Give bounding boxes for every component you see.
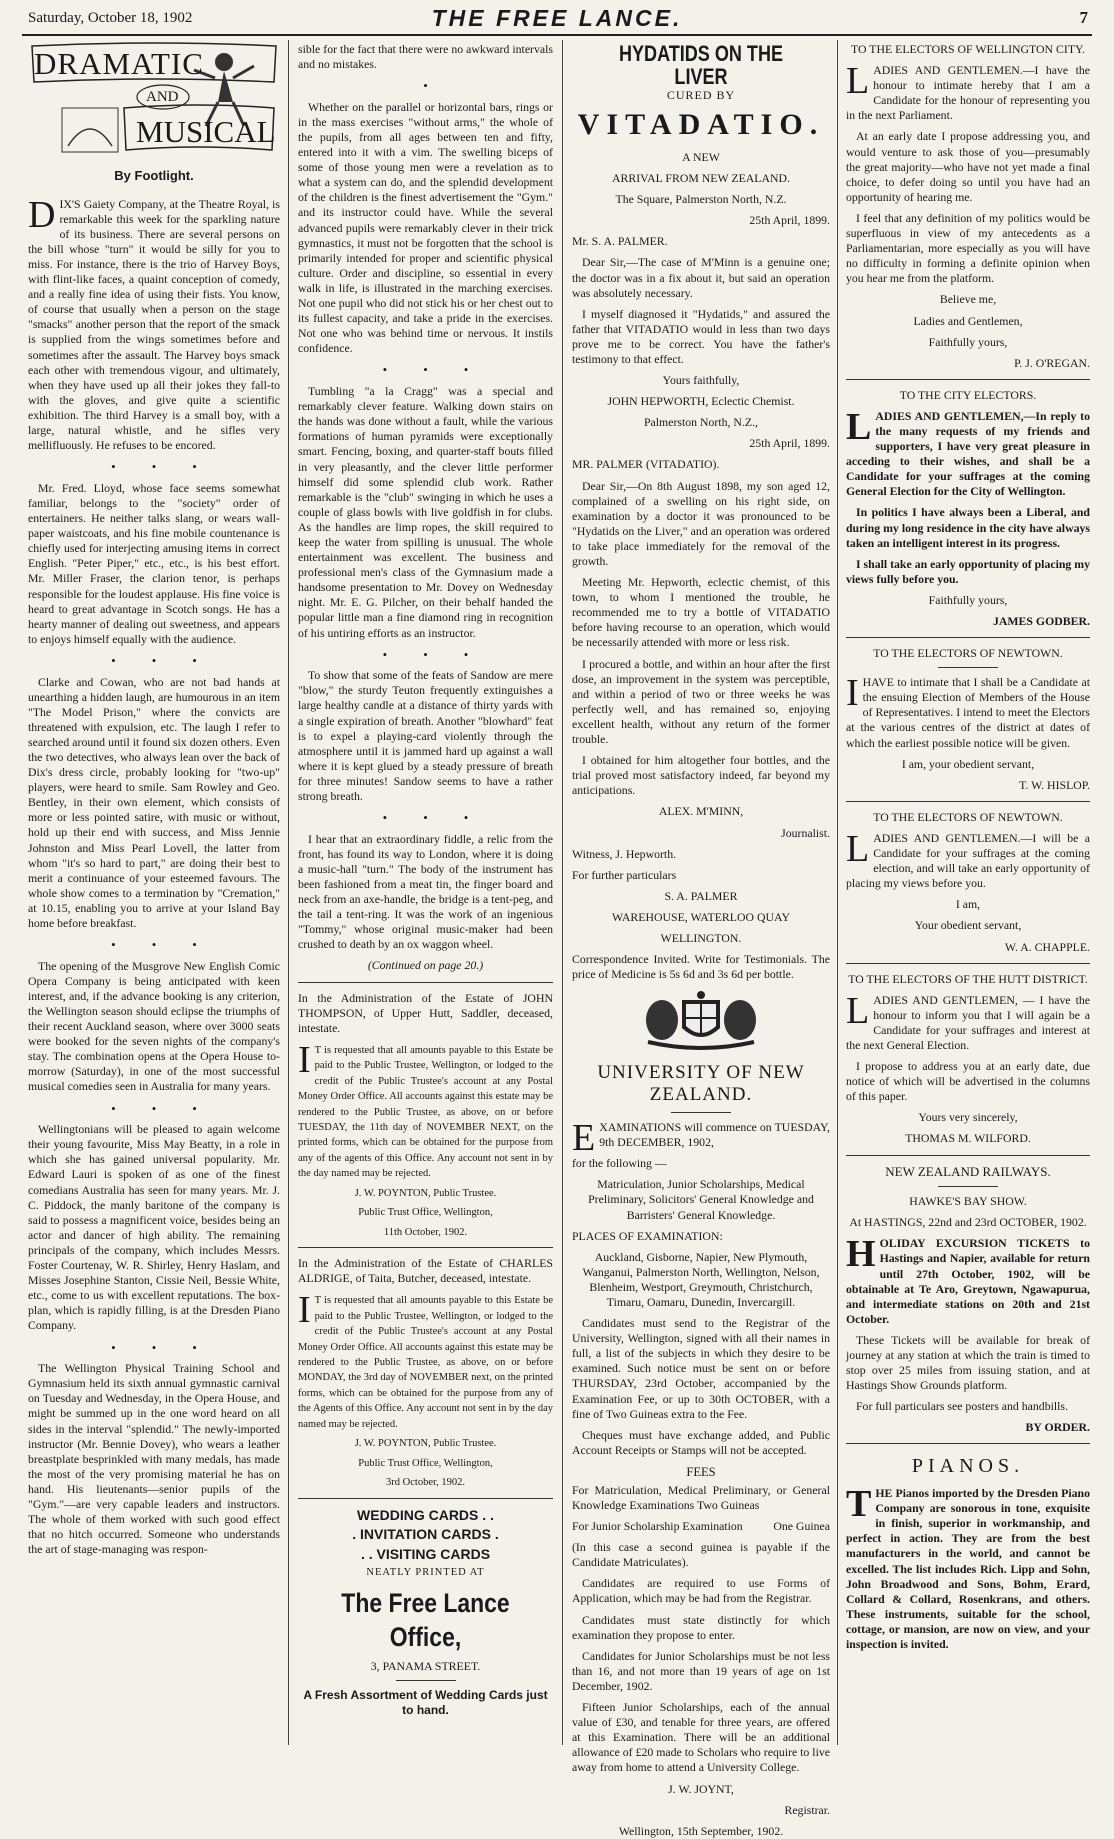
column-rule (562, 40, 563, 1745)
exam-paragraph: Cheques must have exchange added, and Public Account Receipts or Stamps will not be accepted. (572, 1427, 830, 1457)
agent-city: WELLINGTON. (660, 930, 742, 945)
divider (846, 801, 1090, 802)
column-dramatic-musical (28, 42, 280, 1745)
column-gymnasium-notices (298, 42, 553, 1745)
registrar-title: Registrar. (784, 1802, 830, 1817)
drop-cap: I (846, 672, 859, 715)
drop-cap: T (846, 1483, 872, 1526)
notice-heading: TO THE ELECTORS OF NEWTOWN. (873, 809, 1063, 824)
logo-word-dramatic: DRAMATIC (34, 46, 204, 81)
section-dots: • (423, 78, 464, 94)
railways-order: BY ORDER. (1025, 1420, 1090, 1435)
fees-note: (In this case a second guinea is payable if the Candidate Matriculates). (572, 1540, 830, 1570)
divider (938, 1186, 998, 1187)
estate-office: Public Trust Office, Wellington, (358, 1457, 493, 1469)
notice-paragraph: In politics I have always been a Liberal, and during my long residence in the city have always taken an intelligent interest in its progress. (846, 505, 1090, 550)
drop-cap: L (846, 827, 870, 870)
notice-paragraph: At an early date I propose addressing you, and would venture to ask those of you—presumably the great majority—who have not yet made a final choice, to defer doing so until you have had an opportunity of hearing me. (846, 129, 1090, 204)
notice-heading: TO THE CITY ELECTORS. (899, 387, 1037, 402)
section-dots: ••• (382, 362, 505, 378)
notice-heading: TO THE ELECTORS OF NEWTOWN. (873, 646, 1063, 661)
column-vitadatio-university (572, 41, 830, 1838)
notice-signoff: Yours very sincerely, (918, 1110, 1018, 1125)
letter-recipient: Mr. S. A. PALMER. (572, 234, 668, 249)
crest-icon (626, 990, 776, 1052)
divider (846, 1443, 1090, 1444)
dramatic-musical-logo (28, 42, 280, 160)
railways-date: At HASTINGS, 22nd and 23rd OCTOBER, 1902. (849, 1215, 1087, 1230)
divider (846, 963, 1090, 964)
issue-date: Saturday, October 18, 1902 (28, 10, 193, 26)
section-dots: ••• (382, 646, 505, 662)
letter-recipient: MR. PALMER (VITADATIO). (572, 457, 720, 472)
cards-line: WEDDING CARDS . . (357, 1506, 494, 1523)
advert-particulars: For further particulars (572, 867, 677, 882)
cards-address: 3, PANAMA STREET. (370, 1658, 481, 1673)
cards-footer: A Fresh Assortment of Wedding Cards just to hand. (303, 1687, 548, 1718)
fees-line: For Matriculation, Medical Preliminary, or General Knowledge Examinations Two Guineas (572, 1482, 830, 1512)
letter-date: 25th April, 1899. (749, 436, 830, 451)
section-dots: ••• (111, 1100, 233, 1116)
railways-paragraph: For full particulars see posters and handbills. (856, 1399, 1068, 1414)
page-header (22, 4, 1092, 36)
estate-signature: J. W. POYNTON, Public Trustee. (354, 1187, 497, 1199)
article-paragraph: Wellingtonians will be pleased to again welcome their young favourite, Miss May Beatty, in a role in which she has gained universal popularity. Mr. Edward Lauri is spoken of as one of the finest comedians Australia has seen for many years. Mr. J. C. Piddock, the manly baritone of the company is said to possess a magnificent voice, besides being an actor and dancer of high ability. The remaining principals of the company, which includes Messrs. Foster Courtenay, W. R. Shirley, Henry Haslam, and Misses Josephine Stanton, Cissie Neil, Bessie White, etc., come to us with excellent reputations. The box-plan, which is rapidly filling, is at the Dresden Piano Company. (28, 1122, 280, 1333)
divider (846, 1155, 1090, 1156)
divider (396, 1680, 456, 1681)
places-list: Auckland, Gisborne, Napier, New Plymouth, Wanganui, Palmerston North, Wellington, Nelson, Blenheim, Westport, Greymouth, Christchurch, Timaru, Oamaru, Dunedin, Invercargill. (582, 1249, 820, 1309)
exam-intro: EXAMINATIONS will commence on TUESDAY, 9th DECEMBER, 1902, (572, 1117, 830, 1160)
section-dots: ••• (111, 459, 233, 475)
agent-name: S. A. PALMER (664, 888, 738, 903)
divider (671, 1112, 731, 1113)
notice-paragraph: LADIES AND GENTLEMEN.—I will be a Candidate for your suffrages at the coming election, and will take an early opportunity of placing my views before you. (846, 827, 1090, 891)
exam-paragraph: Candidates must state distinctly for which examination they propose to enter. (572, 1612, 830, 1642)
notice-signature: P. J. O'REGAN. (1014, 355, 1090, 370)
exam-following: for the following — (572, 1156, 667, 1171)
railways-paragraph: These Tickets will be available for break of journey at any station at which the train is timed to stop over 25 miles from issuing station, and at Hastings Show Grounds platform. (846, 1332, 1090, 1393)
notice-paragraph: LADIES AND GENTLEMEN,—In reply to the many requests of my friends and supporters, I have very great pleasure in acceding to their wishes, and shall be a Candidate for your suffrages at the coming General Election for the City of Wellington. (846, 405, 1090, 499)
notice-signature: W. A. CHAPPLE. (1004, 939, 1090, 954)
notice-signoff: Ladies and Gentlemen, (913, 313, 1023, 328)
column-rule (288, 40, 289, 1745)
places-heading: PLACES OF EXAMINATION: (572, 1228, 723, 1243)
letter-date: 25th April, 1899. (749, 213, 830, 228)
divider (298, 982, 553, 983)
notice-signature: JAMES GODBER. (992, 614, 1090, 628)
advert-subtitle: A NEW (682, 149, 720, 164)
drop-cap: I (298, 1289, 311, 1332)
article-paragraph: Whether on the parallel or horizontal bars, rings or in the mass exercises "without arms," the whole of the pupils, from all ages between ten and fifty, entered into it with a vim. The swelling biceps of some of those young men were a revelation as to what a system can do, and the splendid development of the children is the finest advertisement the "Gym." and its instructor could have. While the several advanced pupils were remarkably clever in their trick gymnastics, it must not be forgotten that the school is primarily intended for proper and scientific physical culture. Order and discipline, so essential in every walk in life, is illustrated in the marching exercises. Not one pupil who did not stick his or her chest out to its fullest capacity, and take a pride in the exercises. Not one who was behind time or nervous. It instils confidence. (298, 99, 553, 356)
notice-signoff: Your obedient servant, (914, 918, 1022, 933)
notice-signoff: I am, your obedient servant, (901, 756, 1035, 771)
notice-paragraph: I propose to address you at an early date, due notice of which will be advertised in the columns of this paper. (846, 1059, 1090, 1104)
notice-signoff: I am, (955, 897, 981, 912)
logo-word-musical: MUSICAL (136, 114, 276, 149)
university-date: Wellington, 15th September, 1902. (618, 1823, 784, 1838)
letter-address: The Square, Palmerston North, N.Z. (615, 192, 787, 207)
drop-cap: H (846, 1233, 876, 1276)
logo-word-and: AND (146, 89, 179, 105)
drop-cap: L (846, 989, 870, 1032)
letter-paragraph: Dear Sir,—On 8th August 1898, my son aged 12, complained of a swelling on his right side, on examination by a doctor it was pronounced to be "Hydatids on the Liver," and an operation was ordered to take place immediately for the removal of the growth. (572, 478, 830, 568)
divider (846, 637, 1090, 638)
article-paragraph: Mr. Fred. Lloyd, whose face seems somewhat familiar, belongs to the "society" order of entertainers. He neither talks slang, or wears wall-paper waistcoats, and his fine mobile countenance is chiefly used for interjecting amusing items in correct English. "Peter Piper," etc., etc., is his best effort. Mr. Miller Fraser, the clarion tenor, is perhaps responsible for the loudest applause. His fine voice is heard to great advantage in Scotch songs. He has a hearty manner of dealing out sweetness, and appears to enjoys himself equally with the audience. (28, 480, 280, 646)
fees-heading: FEES (686, 1464, 716, 1479)
divider (298, 1498, 553, 1499)
agent-address: WAREHOUSE, WATERLOO QUAY (612, 909, 790, 924)
notice-paragraph: I shall take an early opportunity of placing my views fully before you. (846, 556, 1090, 586)
article-paragraph: The Wellington Physical Training School and Gymnasium held its sixth annual gymnastic carnival on Tuesday and Wednesday, in the Opera House, and might be summed up in the one word heard on all sides in the interval "splendid." The newly-imported instructor (Mr. Bennie Dovey), who wears a leather breastplate besprinkled with many medals, has made the most of the very promising material he has on hand. His lieutenants—senior pupils of the "Gym."—are very capable leaders and instructors. The whole of them worked with such good effect that no hitch occurred. Someone who understands the art of stage-managing was respon- (28, 1361, 280, 1557)
section-dots: ••• (111, 1339, 233, 1355)
exam-paragraph: Candidates must send to the Registrar of the University, Wellington, signed with all their names in full, a list of the subjects in which they desire to be examined. Such notice must be sent on or before THURSDAY, 23rd October, accompanied by the Examination Fee, or up to 30th OCTOBER, with a fine of Two Guineas extra to the Fee. (572, 1316, 830, 1421)
letter-signature: JOHN HEPWORTH, Eclectic Chemist. (607, 394, 795, 409)
advert-price: Correspondence Invited. Write for Testimonials. The price of Medicine is 5s 6d and 3s 6d per bottle. (572, 952, 830, 982)
notice-signoff: Faithfully yours, (928, 334, 1008, 349)
notice-signature: THOMAS M. WILFORD. (905, 1131, 1031, 1146)
railways-paragraph: HOLIDAY EXCURSION TICKETS to Hastings and Napier, available for return until 27th October, 1902, will be obtainable at Te Aro, Greytown, Ngawapurua, and intermediate stations on 20th and 21st October. (846, 1233, 1090, 1326)
notice-paragraph: I feel that any definition of my politics would be superfluous in view of my antecedents as a Parliamentarian, more especially as you will have no difficulty in forming a definite opinion when you hear me from the platform. (846, 210, 1090, 286)
cards-line: . . VISITING CARDS (360, 1546, 491, 1563)
divider (846, 379, 1090, 380)
exam-paragraph: Fifteen Junior Scholarships, each of the annual value of £30, and tenable for three years, are offered at this Examination. There will be an additional allowance of £20 made to Scholars who require to live away from home to attend a University College. (572, 1700, 830, 1775)
page-number: 7 (1079, 8, 1088, 27)
continued-note: (Continued on page 20.) (367, 958, 484, 973)
estate-date: 11th October, 1902. (383, 1226, 468, 1238)
notice-paragraph: IHAVE to intimate that I shall be a Candidate at the ensuing Election of Members of the House of Representatives. I intend to meet the Electors at the various centres of the district at dates of which the earliest possible notice will be given. (846, 672, 1090, 750)
cards-office: The Free Lance Office, (341, 1587, 510, 1653)
estate-date: 3rd October, 1902. (386, 1477, 465, 1489)
letter-paragraph: Meeting Mr. Hepworth, eclectic chemist, of this town, to whom I mentioned the trouble, he recommended me to try a bottle of VITADATIO before having recourse to an operation, which would be necessarily attended with more or less risk. (572, 575, 830, 650)
drop-cap: E (572, 1117, 596, 1160)
pianos-paragraph: THE Pianos imported by the Dresden Piano Company are sonorous in tone, exquisite in finish, superior in workmanship, and perfect in action. They are from the best manufacturers in the world, and cannot be excelled. The list includes Rich. Lipp and Sohn, John Broadwood and Sons, Bohm, Erard, Collard & Collard, Rosenkrans, and others. These instruments, suitable for the school, cottage, or mansion, are now on view, and your inspection is invited. (846, 1483, 1090, 1651)
notice-signoff: Faithfully yours, (928, 592, 1008, 607)
fees-line: For Junior Scholarship Examination One Guinea (572, 1519, 830, 1534)
railways-heading: NEW ZEALAND RAILWAYS. (885, 1163, 1051, 1179)
letter-signoff: Yours faithfully, (662, 373, 740, 388)
estate-heading: In the Administration of the Estate of CHARLES ALDRIGE, of Taita, Butcher, deceased, intestate. (298, 1256, 553, 1286)
cards-line: . INVITATION CARDS . (352, 1526, 499, 1543)
notice-paragraph: LADIES AND GENTLEMEN, — I have the honour to inform you that I will again be a Candidate for your suffrages and interest at the next General Election. (846, 989, 1090, 1052)
letter-signature: ALEX. M'MINN, (658, 804, 744, 819)
drop-cap: L (846, 405, 872, 448)
estate-heading: In the Administration of the Estate of JOHN THOMPSON, of Upper Hutt, Saddler, deceased, intestate. (298, 990, 553, 1035)
article-paragraph: I hear that an extraordinary fiddle, a relic from the front, has found its way to London, where it is doing a music-hall "turn." The body of the instrument has been fashioned from a meat tin, the finger board and neck from an axe-handle, the bridge is a tent-peg, and the tail a tent-ring. It was the work of an ingenious "Tommy," whose original music-maker had been crushed to death by an ox waggon wheel. (298, 831, 553, 952)
railways-subheading: HAWKE'S BAY SHOW. (909, 1194, 1027, 1209)
notice-heading: TO THE ELECTORS OF THE HUTT DISTRICT. (848, 971, 1088, 986)
university-title: UNIVERSITY OF NEW ZEALAND. (597, 1062, 805, 1106)
exam-paragraph: Candidates are required to use Forms of Application, which may be had from the Registrar. (572, 1576, 830, 1606)
column-electors-notices (846, 42, 1090, 1745)
advert-title: HYDATIDS ON THE LIVER (618, 41, 784, 90)
drop-cap: D (28, 193, 56, 236)
letter-address: Palmerston North, N.Z., (643, 415, 759, 430)
estate-notice: I T is requested that all amounts payable to this Estate be paid to the Public Trustee, Wellington, or lodged to the credit of the Public Trustee's account at any Postal Money Order Office. All accounts against this estate may be rendered to the Public Trustee, as above, on or before MONDAY, the 3rd day of NOVEMBER next, on the printed forms, which can be obtained for the purpose from any of the Agents of this Office. Any account not sent in by the day named may be rejected. (298, 1289, 553, 1430)
estate-office: Public Trust Office, Wellington, (358, 1207, 493, 1219)
letter-signature-title: Journalist. (781, 825, 830, 840)
notice-signature: T. W. HISLOP. (1019, 777, 1090, 792)
section-dots: ••• (111, 937, 233, 953)
drop-cap: L (846, 60, 870, 103)
exam-list: Matriculation, Junior Scholarships, Medical Preliminary, Solicitors' General Knowledge and Barristers' General Knowledge. (588, 1177, 814, 1222)
article-paragraph: DIX'S Gaiety Company, at the Theatre Royal, is remarkable this week for the sparkling nature of its business. There are several persons on the bill whose "turn" it would be silly for you to miss. For instance, there is the trio of Harvey Boys, with flint-like faces, a quaint conception of comedy, and a really fine idea of using their fists. You know, of course that usually when a person on the stage "smacks" another person that the report of the smack is supplied from the wings sometimes before and sometimes after the assault. The Harvey boys smack each other with tremendous vigour, and ultimately, when they have used up all their jokes they fall-to with the gloves, and give quite a scientific exhibition. The third Harvey is a small boy, with a large, natural whistle, and he sifles very mellifluously. He refuses to be encored. (28, 193, 280, 453)
letter-witness: Witness, J. Hepworth. (572, 846, 677, 861)
drop-cap: I (298, 1038, 311, 1081)
masthead: THE FREE LANCE. (431, 5, 683, 31)
divider (938, 667, 998, 668)
registrar-name: J. W. JOYNT, (668, 1781, 734, 1796)
university-crest (572, 990, 830, 1056)
divider (298, 1247, 553, 1248)
article-paragraph: sible for the fact that there were no awkward intervals and no mistakes. (298, 42, 553, 72)
letter-paragraph: I procured a bottle, and within an hour after the first dose, an improvement in the system was perceptible, and within a period of two or three weeks he was perfectly well, and has remained so, enjoying excellent health, without any return of the former trouble. (572, 656, 830, 747)
article-paragraph: The opening of the Musgrove New English Comic Opera Company is being anticipated with keen interest, and, if the advance booking is any criterion, the Wellington season should eclipse the triumphs of their recent Auckland season, where over 3000 seats were booked for the seven nights of the company's stay. The combination opens at the Opera House to-morrow (Saturday), in one of the most successful musical comedies seen in Australia for many years. (28, 958, 280, 1094)
exam-paragraph: Candidates for Junior Scholarships must be not less than 16, and not more than 19 years of age on 1st December, 1902. (572, 1648, 830, 1693)
article-paragraph: To show that some of the feats of Sandow are mere "blow," the sturdy Teuton frequently extinguishes a large healthy candle at a distance of thirty yards with a single expiration of breath. Another "blowhard" feat is to expel a playing-card violently through the atmosphere until it is jammed hard up against a wall where it is kept glued by a steady pressure of breath for three minutes! Sandow seems to have a rather strong breath. (298, 668, 553, 803)
estate-notice: I T is requested that all amounts payable to this Estate be paid to the Public Trustee, Wellington, or lodged to the credit of the Public Trustee's account at any Postal Money Order Office. All accounts against this estate may be rendered to the Public Trustee, as above, on or before TUESDAY, the 11th day of NOVEMBER NEXT, on the printed forms, which can be obtained for the purpose from any of the agents of this Office. Any account not sent in by the day named may be rejected. (298, 1038, 553, 1180)
pianos-heading: PIANOS. (911, 1455, 1025, 1478)
column-rule (837, 40, 838, 1745)
article-paragraph: Tumbling "a la Cragg" was a special and remarkably clever feature. Walking down stairs on the hands was done without a fault, while the various formations of human pyramids were exceptionally smart. Fencing, boxing, and quarter-staff bouts filled in very pleasantly, and the clever little performer himself did some splendid club work. Rather remarkable is the "club" swinging in which he uses a couple of glass bowls with live goldfish in for clubs. As the handles are limp ropes, the skill required to keep the water from spilling is unusual. The whole entertainment was excellent. The business and professional men's class of the Gymnasium made a handsome presentation to Mr. Dovey on Wednesday night. Mr. E. G. Pilcher, on their behalf handed the popular little man a fine diamond ring in recognition of his untiring efforts as an instructor. (298, 384, 553, 640)
article-paragraph: Clarke and Cowan, who are not bad hands at unearthing a hidden laugh, are humourous in an item "The Model Prison," where the convicts are threatened with expulsion, etc. The laugh I refer to searched around until it found six dozen others. Even the two detectives, who always lean over the back of Dix's dress circle, probably looking for "two-up" players, were heard to smile. Sam Rowley and Geo. Bentley, in their own element, which consists of more or less pointed satire, with music or without, hold up their end with success, and Miss Jennie Johnston and Miss Pearl Lovell, the latter from whom "it's so hard to part," are doing their best to merit a continuance of your esteemed favours. The whole show comes to a termination by "Cremation," at 10.15, enabling you to arrive at your Island Bay home before breakfast. (28, 674, 280, 930)
letter-paragraph: I myself diagnosed it "Hydatids," and assured the father that VITADATIO would in less than two days prove me to be correct. You have the father's testimony to that effect. (572, 306, 830, 366)
section-dots: ••• (111, 652, 233, 668)
notice-signoff: Believe me, (939, 292, 997, 307)
cards-printed: NEATLY PRINTED AT (366, 1567, 485, 1579)
advert-brand: VITADATIO. (577, 107, 825, 141)
byline: By Footlight. (114, 168, 194, 183)
section-dots: ••• (382, 810, 505, 826)
notice-paragraph: LADIES AND GENTLEMEN.—I have the honour to intimate hereby that I am a Candidate for the honour of representing you in the next Parliament. (846, 60, 1090, 123)
notice-heading: TO THE ELECTORS OF WELLINGTON CITY. (851, 42, 1085, 56)
estate-signature: J. W. POYNTON, Public Trustee. (354, 1438, 497, 1450)
letter-paragraph: I obtained for him altogether four bottles, and the trial proved most satisfactory indeed, far beyond my anticipations. (572, 753, 830, 798)
letter-paragraph: Dear Sir,—The case of M'Minn is a genuine one; the doctor was in a fix about it, but said an operation was absolutely necessary. (572, 255, 830, 300)
advert-cured-by: CURED BY (666, 88, 736, 103)
advert-subtitle: ARRIVAL FROM NEW ZEALAND. (611, 171, 791, 186)
